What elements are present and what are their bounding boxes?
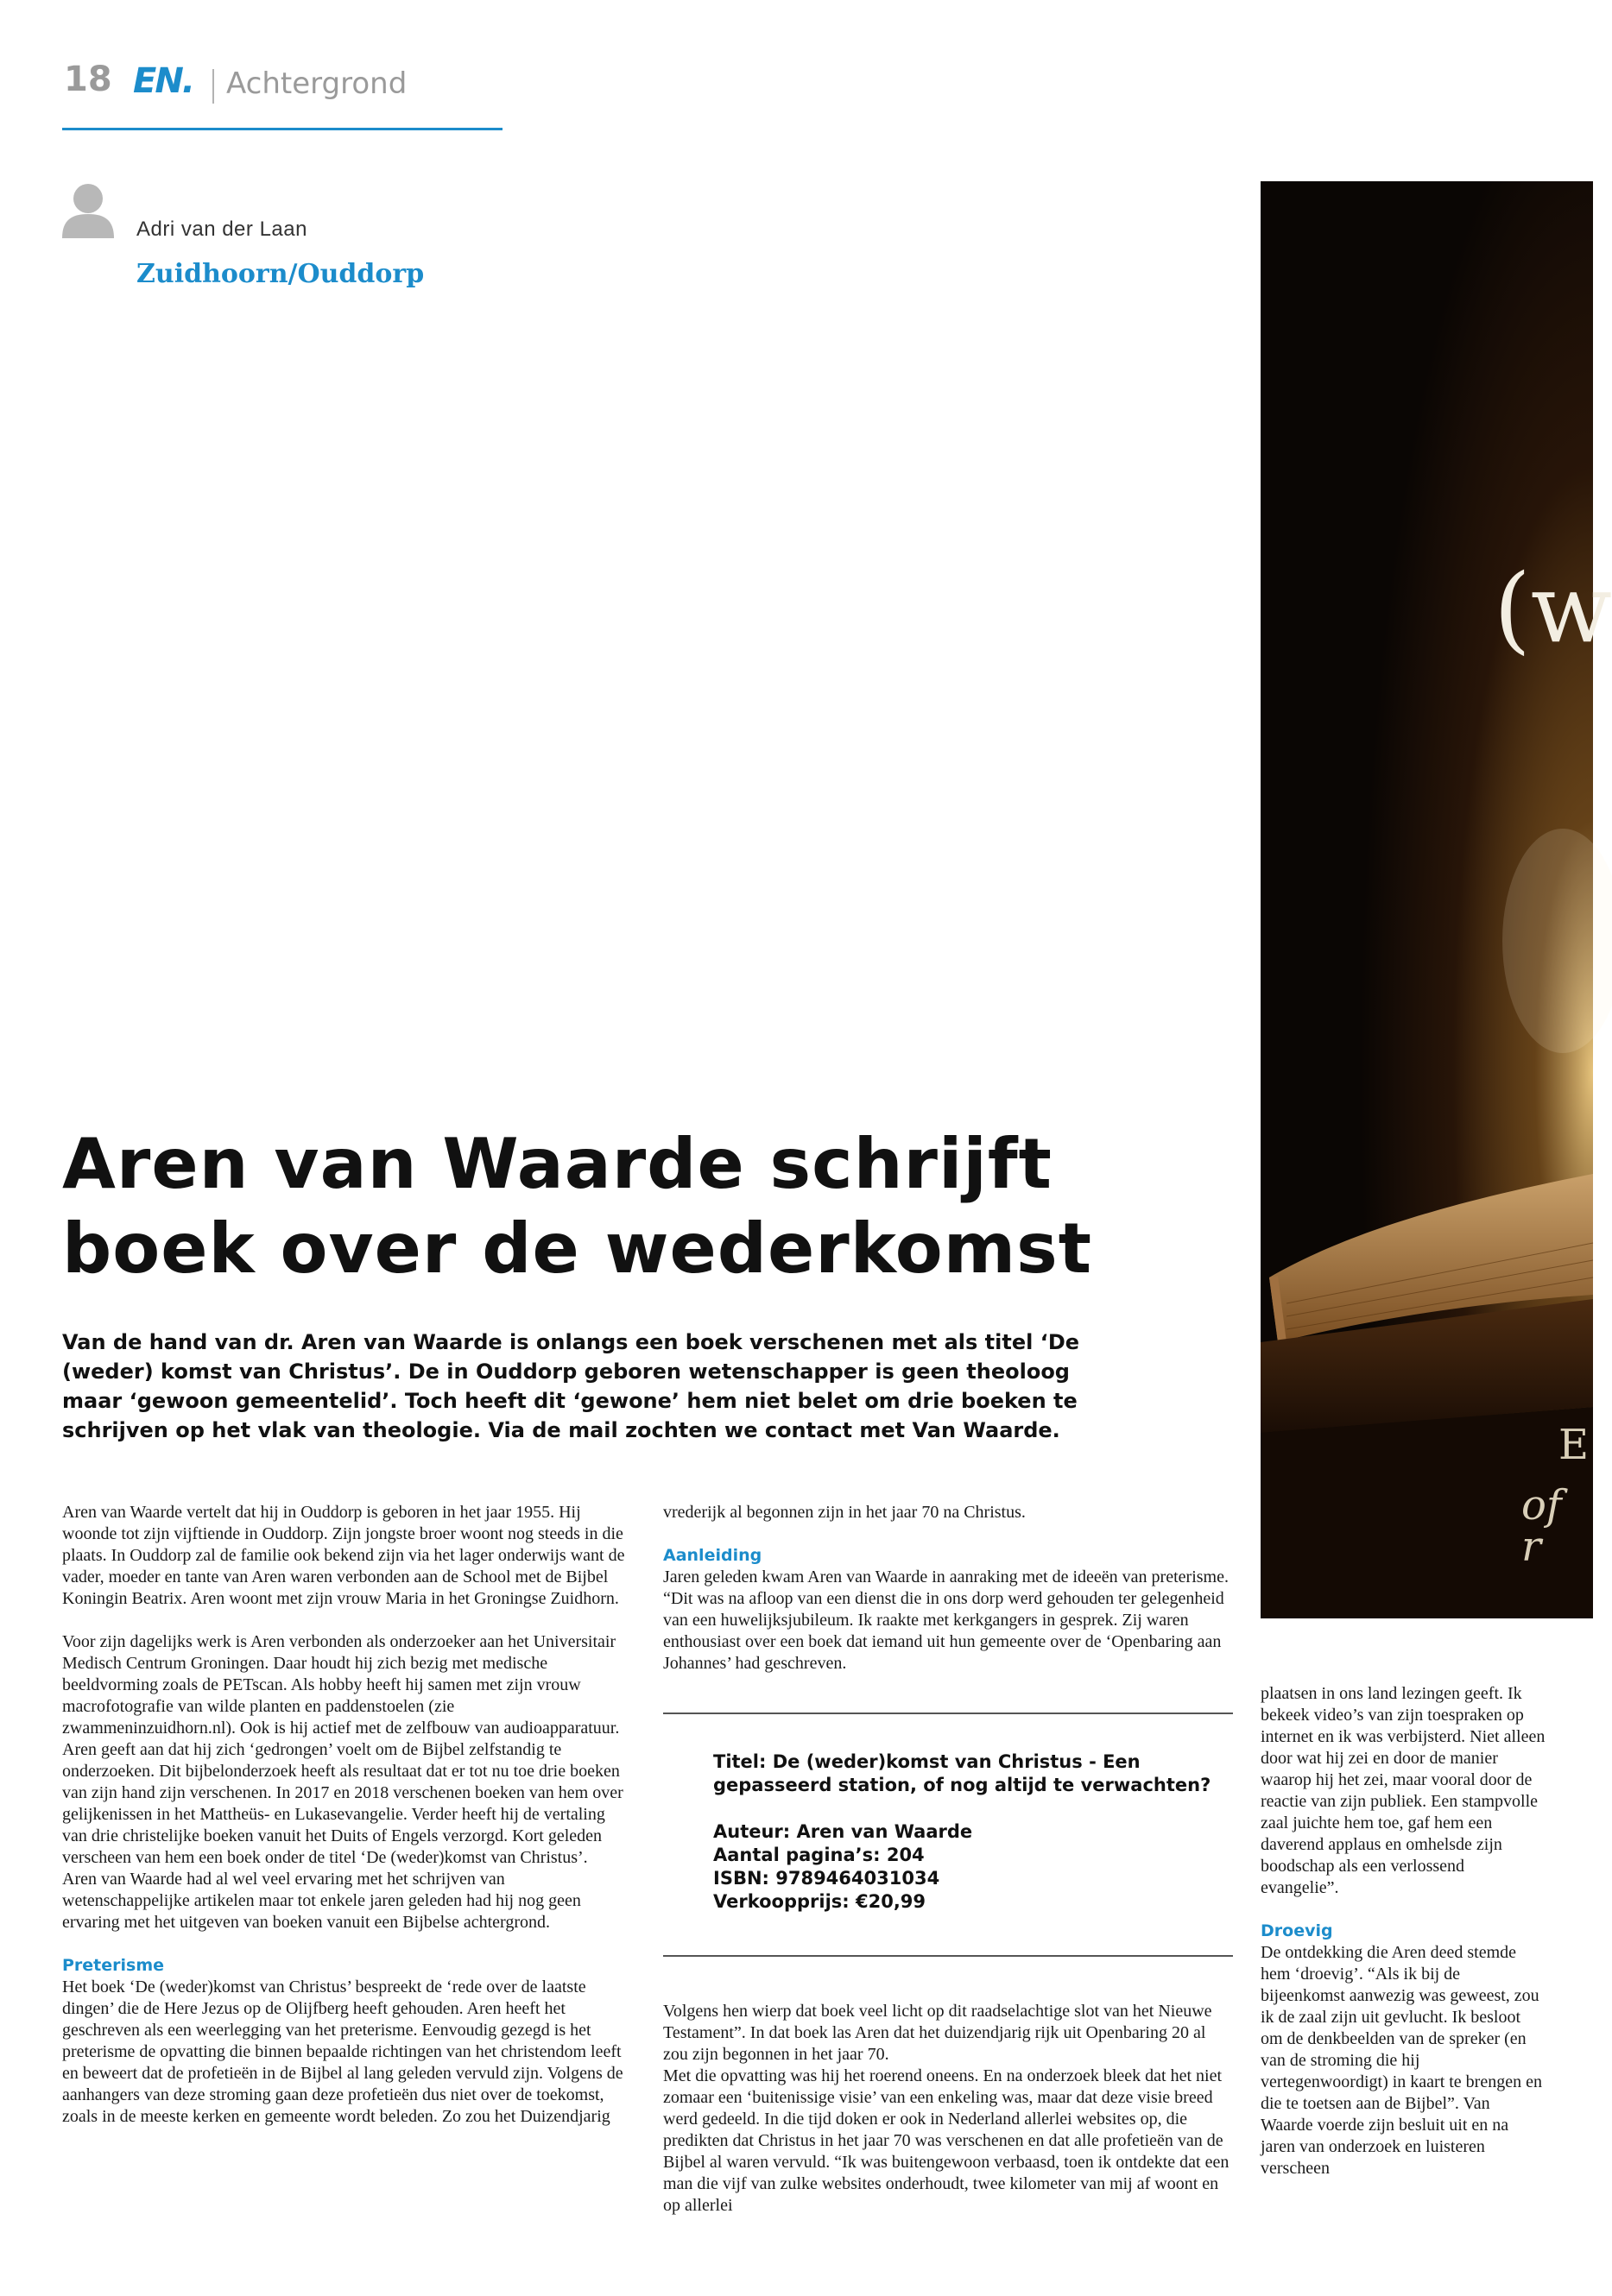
body-column-2-bottom — [663, 2001, 1233, 2238]
subheading-preterisme: Preterisme — [62, 1956, 165, 1975]
book-info-box — [713, 1750, 1214, 1914]
book-pages: Aantal pagina’s: 204 — [713, 1845, 925, 1865]
paragraph: Volgens hen wierp dat boek veel licht op dit raadselachtige slot van het Nieuwe Testament”. In dat boek las Aren dat het duizendjarig rijk uit Openbaring 20 al zou zijn begonnen in het jaar 70. — [663, 2002, 1212, 2064]
article-photo — [1261, 181, 1612, 1618]
paragraph: Aren van Waarde vertelt dat hij in Ouddorp is geboren in het jaar 1955. Hij woonde tot zijn vijftiende in Ouddorp. Zijn jongste broer woont nog steeds in die plaats. In Ouddorp zal de familie ook bekend zijn via het lager onderwijs want de vader, moeder en tante van Aren waren verbonden aan de School met de Bijbel Koningin Beatrix. Aren woont met zijn vrouw Maria in het Groningse Zuidhorn. — [62, 1503, 625, 1608]
author-avatar-icon — [62, 181, 114, 238]
article-lead: Van de hand van dr. Aren van Waarde is onlangs een boek verschenen met als titel ‘De (weder) komst van Christus’. De in Ouddorp geboren wetenschapper is geen theoloog maar ‘gewoon gemeentelid’. Toch heeft dit ‘gewone’ hem niet belet om drie boeken te schrijven op het vlak van theologie. Via de mail zochten we contact met Van Waarde. — [62, 1330, 1080, 1442]
photo-text-1: (w — [1494, 553, 1612, 664]
paragraph: Aren van Waarde had al wel veel ervaring met het schrijven van wetenschappelijke artikelen maar tot enkele jaren geleden had hij nog geen ervaring met het uitgeven van boeken vanuit een Bijbelse achtergrond. — [62, 1870, 581, 1932]
body-column-1 — [62, 1502, 632, 2149]
paragraph: Met die opvatting was hij het roerend oneens. En na onderzoek bleek dat het niet zomaar een ‘buitenissige visie’ van een enkeling was, maar dat deze visie breed werd gedeeld. In die tijd doken er ook in Nederland allerlei websites op, die predikten dat Christus in het jaar 70 was verschenen en dat alle profetieën van de Bijbel al waren vervuld. “Ik was buitengewoon verbaasd, toen ik ontdekte dat een man die vijf van zulke websites onderhoudt, twee kilometer van mij af woont en op allerlei — [663, 2066, 1230, 2215]
page-number: 18 — [64, 60, 112, 99]
photo-text-3: of r — [1521, 1481, 1562, 1571]
author-name: Adri van der Laan — [136, 218, 307, 241]
infobox-bottom-rule — [663, 1955, 1233, 1957]
publication-logo: EN. — [133, 61, 193, 101]
paragraph: Jaren geleden kwam Aren van Waarde in aanraking met de ideeën van preterisme. “Dit was na afloop van een dienst die in ons dorp werd gehouden ter gelegenheid van een huwelijksjubileum. Ik raakte met kerkgangers in gesprek. Zij waren enthousiast over een boek dat iemand uit hun gemeente over de ‘Openbaring aan Johannes’ had geschreven. — [663, 1567, 1229, 1673]
body-column-3 — [1261, 1683, 1546, 2201]
paragraph: Het boek ‘De (weder)komst van Christus’ bespreekt de ‘rede over de laatste dingen’ die de Here Jezus op de Olijfberg heeft gehouden. Aren heeft het geschreven als een weerlegging van het preterisme. Eenvoudig gezegd is het preterisme de opvatting die binnen bepaalde richtingen van het christendom leeft en beweert dat de profetieën in de Bijbel al lang geleden vervuld zijn. Volgens de aanhangers van deze stroming gaan deze profetieën dus niet over de toekomst, zoals in de meeste kerken en gemeente wordt beleden. Zo zou het Duizendjarig — [62, 1977, 623, 2126]
paragraph: De ontdekking die Aren deed stemde hem ‘droevig’. “Als ik bij de bijeenkomst aanwezig was geweest, zou ik de zaal zijn uit gevlucht. Ik besloot om de denkbeelden van de spreker (en van de stroming die hij vertegenwoordigt) in kaart te brengen en die te toetsen aan de Bijbel”. Van Waarde voerde zijn besluit uit en na jaren van onderzoek en luisteren verscheen — [1261, 1943, 1542, 2178]
body-column-2-top — [663, 1502, 1233, 1696]
paragraph: vrederijk al begonnen zijn in het jaar 70 na Christus. — [663, 1503, 1026, 1522]
header-separator — [212, 69, 214, 104]
book-author: Auteur: Aren van Waarde — [713, 1821, 973, 1842]
book-title: Titel: De (weder)komst van Christus - Een gepasseerd station, of nog altijd te verwachten? — [713, 1751, 1211, 1795]
header-rule — [62, 128, 503, 130]
paragraph: Voor zijn dagelijks werk is Aren verbonden als onderzoeker aan het Universitair Medisch Centrum Groningen. Daar houdt hij zich bezig met medische beeldvorming zoals de PETscan. Als hobby heeft hij samen met zijn vrouw macrofotografie van wilde planten en paddenstoelen (zie zwammeninzuidhorn.nl). Ook is hij actief met de zelfbouw van audioapparatuur. Aren geeft aan dat hij zich ‘gedrongen’ voelt om de Bijbel zelfstandig te onderzoeken. Dit bijbelonderzoek heeft als resultaat dat er tot nu toe drie boeken van zijn hand zijn verschenen. In 2017 en 2018 verschenen boeken van hem over gelijkenissen in het Mattheüs- en Lukasevangelie. Verder heeft hij de vertaling van drie christelijke boeken vanuit het Duits of Engels verzorgd. Kort geleden verscheen van hem een boek onder de titel ‘De (weder)komst van Christus’. — [62, 1632, 623, 1867]
article-headline — [62, 1122, 1219, 1291]
headline-line-2: boek over de wederkomst — [62, 1208, 1092, 1289]
section-label: Achtergrond — [226, 66, 408, 101]
headline-line-1: Aren van Waarde schrijft — [62, 1124, 1053, 1204]
infobox-top-rule — [663, 1713, 1233, 1714]
book-price: Verkoopprijs: €20,99 — [713, 1891, 926, 1912]
subheading-droevig: Droevig — [1261, 1921, 1333, 1940]
photo-text-2: E — [1558, 1421, 1590, 1469]
book-isbn: ISBN: 9789464031034 — [713, 1868, 940, 1889]
dateline-location: Zuidhoorn/Ouddorp — [136, 259, 425, 289]
paragraph: plaatsen in ons land lezingen geeft. Ik bekeek video’s van zijn toespraken op internet en ik was verbijsterd. Niet alleen door wat hij zei en door de manier waarop hij het zei, maar vooral door de reactie van zijn publiek. Een stampvolle zaal juichte hem toe, gaf hem een daverend applaus en omhelsde zijn boodschap als een verlossend evangelie”. — [1261, 1684, 1546, 1897]
subheading-aanleiding: Aanleiding — [663, 1546, 762, 1565]
